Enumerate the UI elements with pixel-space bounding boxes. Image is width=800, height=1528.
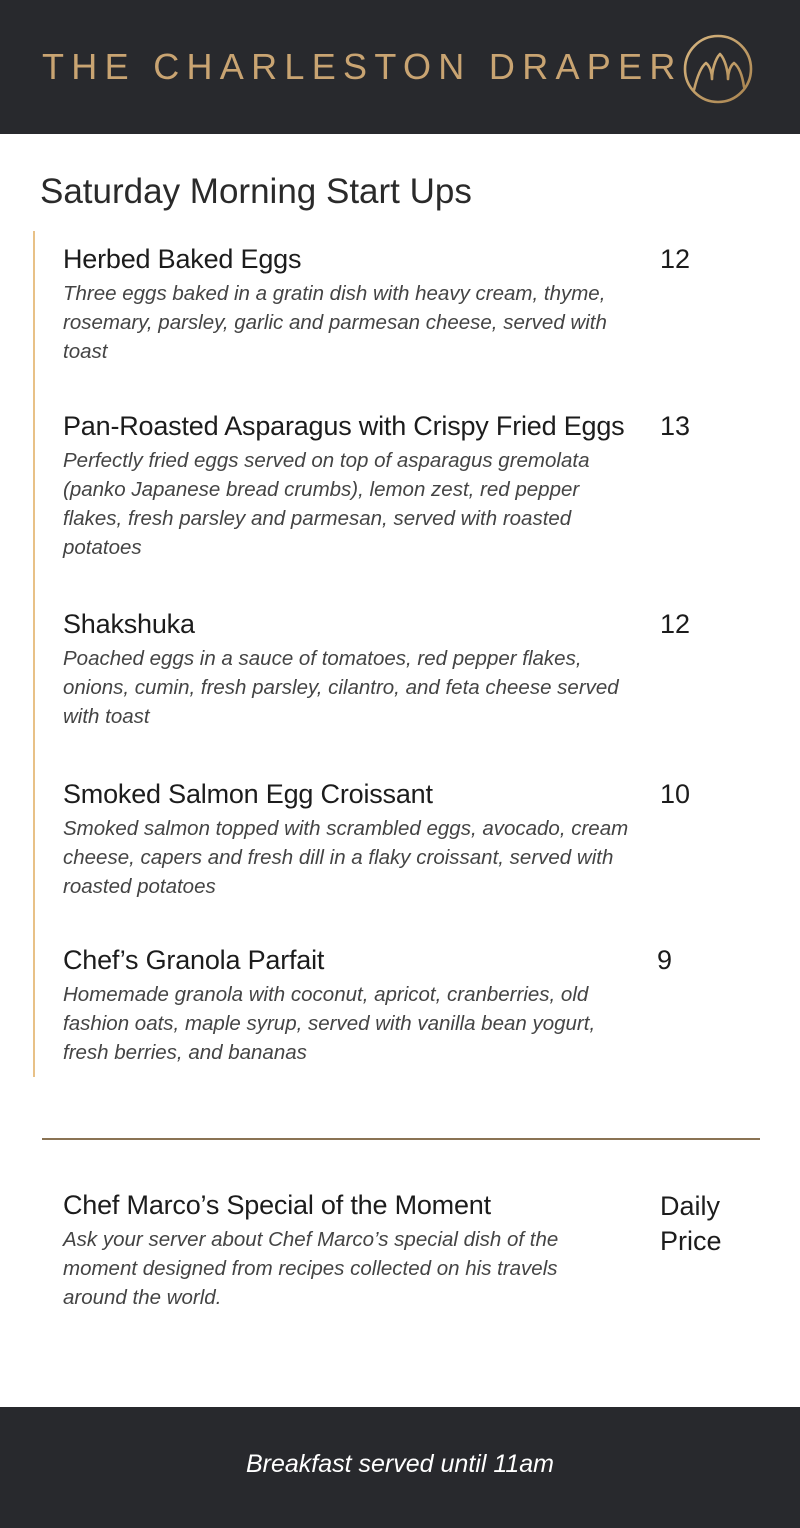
special-item	[63, 1189, 643, 1312]
footer-note: Breakfast served until 11am	[245, 1450, 555, 1478]
brand-name: THE CHARLESTON DRAPER	[42, 46, 683, 87]
menu-item-description: Homemade granola with coconut, apricot, cranberries, old fashion oats, maple syrup, served with vanilla bean yogurt, fresh berries, and bananas	[63, 983, 596, 1064]
menu-item-price: 10	[660, 779, 691, 809]
section-divider	[42, 1138, 760, 1140]
menu-item-name: Chef’s Granola Parfait	[63, 945, 325, 975]
menu-item	[63, 778, 643, 901]
menu-item-name: Shakshuka	[63, 609, 195, 639]
special-item-description: Ask your server about Chef Marco’s special dish of the moment designed from recipes collected on his travels around the world.	[63, 1228, 559, 1309]
crown-in-circle-logo	[682, 33, 754, 105]
special-item-price: Daily Price	[660, 1191, 722, 1256]
menu-item-name: Herbed Baked Eggs	[63, 244, 302, 274]
menu-item	[63, 410, 643, 562]
accent-bar	[33, 231, 35, 1077]
header-bar	[0, 0, 800, 134]
menu-item-description: Perfectly fried eggs served on top of asparagus gremolata (panko Japanese bread crumbs), lemon zest, red pepper flakes, fresh parsley and parmesan, served with roasted potatoes	[63, 449, 590, 559]
menu-item-name: Pan-Roasted Asparagus with Crispy Fried Eggs	[63, 411, 625, 441]
menu-item-price: 13	[660, 411, 691, 441]
special-item-name: Chef Marco’s Special of the Moment	[63, 1190, 491, 1220]
footer-bar	[0, 1407, 800, 1528]
menu-item	[63, 243, 643, 366]
menu-item-name: Smoked Salmon Egg Croissant	[63, 779, 433, 809]
menu-item-price: 12	[660, 609, 691, 639]
menu-item-price: 12	[660, 244, 691, 274]
menu-item-description: Three eggs baked in a gratin dish with heavy cream, thyme, rosemary, parsley, garlic and parmesan cheese, served with toast	[63, 282, 607, 363]
menu-item	[63, 944, 643, 1067]
menu-item-description: Poached eggs in a sauce of tomatoes, red pepper flakes, onions, cumin, fresh parsley, cilantro, and feta cheese served with toast	[63, 647, 619, 728]
menu-item	[63, 608, 643, 731]
menu-item-price: 9	[657, 945, 673, 975]
section-title: Saturday Morning Start Ups	[40, 172, 472, 211]
menu-item-description: Smoked salmon topped with scrambled eggs, avocado, cream cheese, capers and fresh dill in a flaky croissant, served with roasted potatoes	[63, 817, 629, 898]
